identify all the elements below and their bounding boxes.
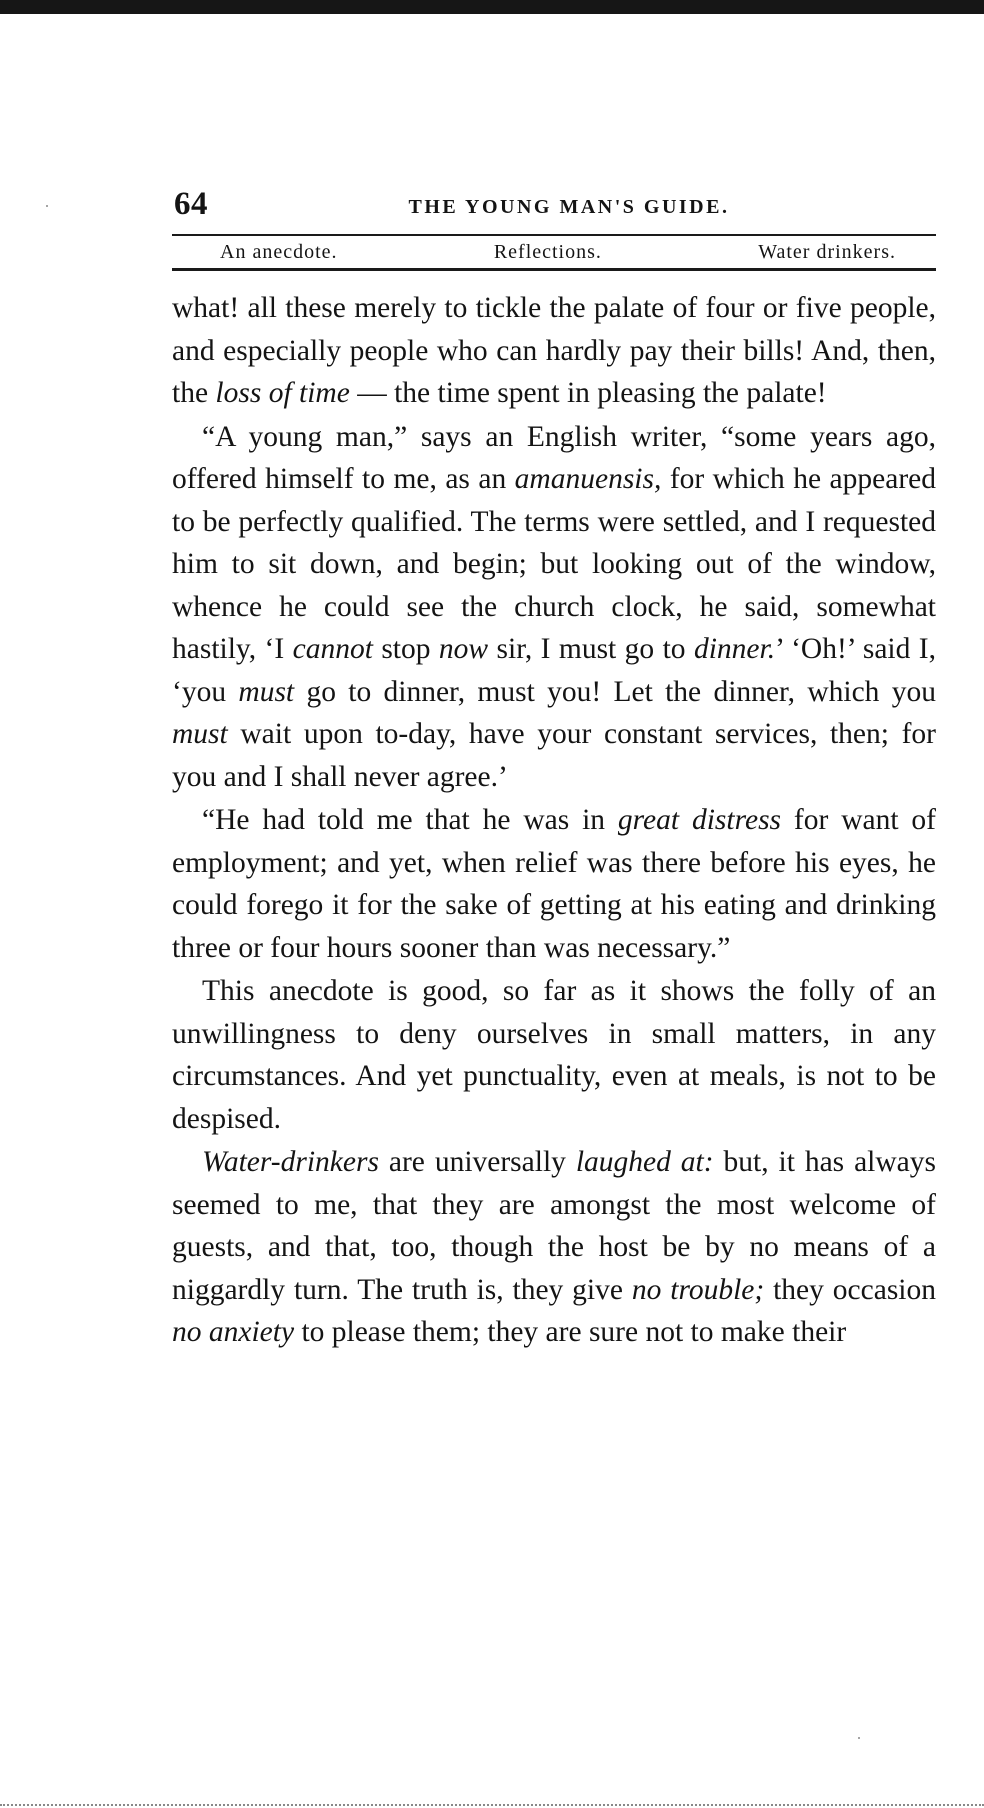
paragraph [172,287,936,415]
subhead-water-drinkers: Water drinkers. [758,240,896,263]
text-run: what! all these merely to tickle the palate of four or five people, and especially people who can hardly pay their bills! And, then, the [172,292,936,409]
italic-run: must [238,675,295,708]
subhead-reflections: Reflections. [493,240,602,263]
scan-bottom-edge [0,1804,984,1806]
running-head [172,186,936,234]
body-text [172,287,936,1354]
text-run: wait upon to-day, have your constant services, then; for you and I shall never agree.’ [172,718,936,793]
text-run: — the time spent in pleasing the palate! [349,377,827,409]
subhead-anecdote: An anecdote. [220,240,338,263]
text-run: “He had told me that he was in [202,804,618,836]
text-run: for want of employment; and yet, when relief was there before his eyes, he could forego it for the sake of getting at his eating and drinking three or four hours sooner than was necessary.” [172,804,936,964]
text-run: they occasion [764,1273,936,1306]
text-run: ’ ‘Oh!’ said I, ‘you [172,633,936,708]
italic-run: amanuensis, [514,463,662,495]
text-run: sir, I must go to [488,633,694,665]
text-run: stop [372,633,439,665]
paragraph [172,416,936,799]
italic-run: great distress [617,804,782,836]
italic-run: loss of time [215,377,350,409]
italic-run: no trouble; [631,1273,765,1306]
book-page [172,186,936,1354]
italic-run: must [172,718,228,750]
running-title: THE YOUNG MAN'S GUIDE. [408,196,730,218]
paragraph [172,799,936,969]
scan-speck [46,205,48,207]
italic-run: no anxiety [172,1316,295,1348]
text-run: but, it has always seemed to me, that they are amongst the most welcome of guests, and that, too, though the host be by no means of a niggardly turn. The truth is, they give [172,1146,936,1306]
page-number: 64 [174,186,208,222]
text-run: are universally [378,1146,576,1178]
text-run: for which he appeared to be perfectly qualified. The terms were settled, and I requested him to sit down, and begin; but looking out of the window, whence he could see the church clock, he said, somewhat hastily, ‘I [172,463,936,665]
italic-run: dinner. [693,633,776,665]
scan-top-edge [0,0,984,14]
text-run: to please them; they are sure not to make their [294,1316,847,1348]
italic-run: cannot [292,633,373,665]
italic-run: Water-drinkers [202,1146,379,1178]
section-subheads [172,234,936,271]
text-run: “A young man,” says an English writer, “some years ago, offered himself to me, as an [172,420,936,495]
scan-speck [858,1737,860,1739]
text-run: This anecdote is good, so far as it shows the folly of an unwillingness to deny ourselves in small matters, in any circumstances. And yet punctuality, even at meals, is not to be despised. [172,975,936,1135]
paragraph [172,1141,936,1354]
paragraph [172,970,936,1140]
text-run: go to dinner, must you! Let the dinner, which you [294,675,936,708]
italic-run: now [438,633,489,665]
italic-run: laughed at: [575,1146,714,1178]
